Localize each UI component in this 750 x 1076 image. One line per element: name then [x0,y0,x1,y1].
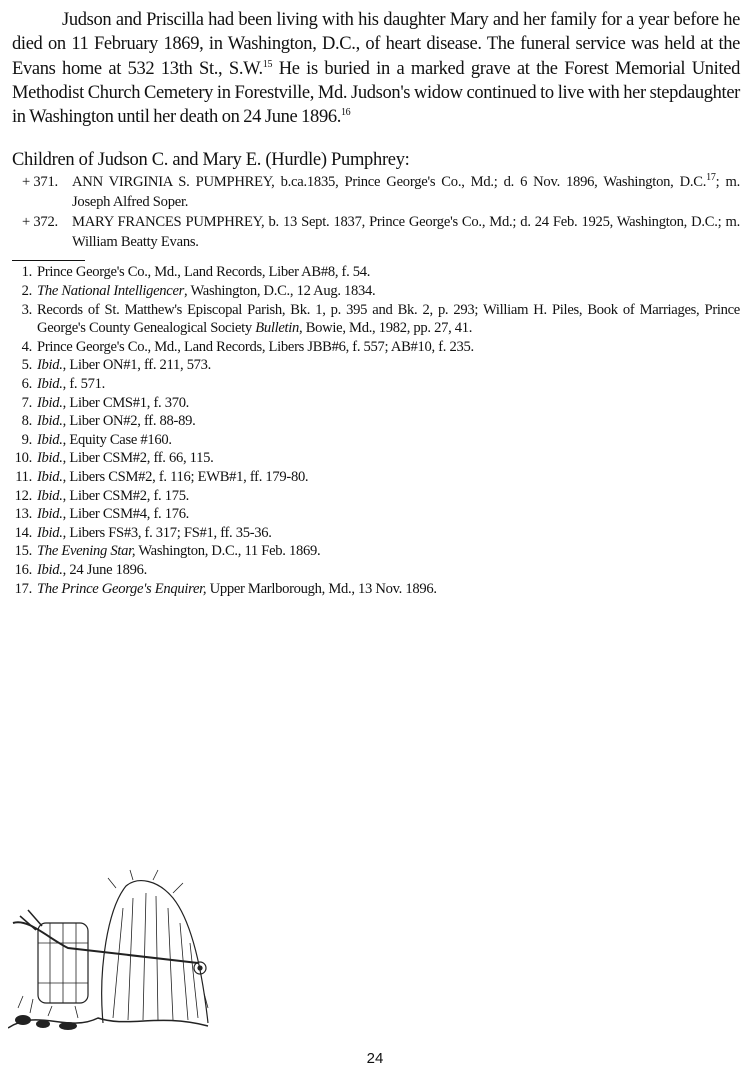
footnote-number: 6. [21,376,32,393]
footnotes [10,263,740,598]
footnote [10,356,740,375]
footnote-number: 15. [14,543,32,560]
footnote-italic-title: Ibid. [37,561,63,578]
footnote-text: , 24 June 1896. [62,561,147,578]
footnote [10,524,740,543]
footnote-text: , Liber ON#1, ff. 211, 573. [62,357,212,374]
footnote-ref: 15 [262,58,273,70]
child-text: ANN VIRGINIA S. PUMPHREY, b.ca.1835, Prince George's Co., Md.; d. 6 Nov. 1896, Washington, D.C. [72,174,707,191]
footnote-italic-title: Ibid. [37,506,63,523]
footnote-text: Prince George's Co., Md., Land Records, Libers JBB#6, f. 557; AB#10, f. 235. [37,338,474,355]
footnote [10,468,740,487]
footnote-number: 8. [21,413,32,430]
footnote-text: , Equity Case #160. [62,431,172,448]
footnote-ref: 17 [706,172,716,184]
footnote-number: 7. [21,394,32,411]
child-number: + 372. [22,214,58,231]
footnote-italic-title: The National Intelligencer [37,283,185,300]
footnote-divider [12,260,85,261]
child-number: + 371. [22,174,58,191]
footnote-number: 2. [21,283,32,300]
footnote-number: 9. [21,431,32,448]
footnote-text: Prince George's Co., Md., Land Records, Liber AB#8, f. 54. [37,264,371,281]
footnote-number: 11. [15,469,32,486]
footnote-number: 17. [14,580,32,597]
footnote-number: 14. [14,524,32,541]
footnote-number: 16. [14,561,32,578]
footnote [10,561,740,580]
haystack-plow-illustration [8,868,218,1033]
footnote-text: , Libers FS#3, f. 317; FS#1, ff. 35-36. [62,524,272,541]
footnote-text: Washington, D.C., 11 Feb. 1869. [135,543,321,560]
footnote-text: , Liber CMS#1, f. 370. [62,394,190,411]
footnote-italic-title: Ibid. [37,394,63,411]
footnote-number: 12. [14,487,32,504]
footnote [10,431,740,450]
footnote-italic-title: Ibid. [37,376,63,393]
footnote-italic-title: Ibid. [37,413,63,430]
footnote-number: 5. [21,357,32,374]
footnote [10,375,740,394]
footnote [10,394,740,413]
footnote-italic-title: Bulletin [255,320,300,337]
footnote [10,263,740,282]
footnote-italic-title: Ibid. [37,357,63,374]
footnote-number: 1. [21,264,32,281]
footnote-number: 3. [21,301,32,318]
footnote-text: , Liber CSM#2, f. 175. [62,487,190,504]
footnote-text: Upper Marlborough, Md., 13 Nov. 1896. [206,580,437,597]
footnote [10,449,740,468]
child-entry [22,173,740,212]
children-heading: Children of Judson C. and Mary E. (Hurdle) Pumphrey: [12,150,410,171]
page-number: 24 [366,1050,384,1067]
footnote-text: , Liber CSM#2, ff. 66, 115. [62,450,214,467]
footnote [10,487,740,506]
footnote-italic-title: Ibid. [37,431,63,448]
footnote [10,542,740,561]
footnote-number: 10. [14,450,32,467]
footnote-text: , Bowie, Md., 1982, pp. 27, 41. [299,320,473,337]
child-text: MARY FRANCES PUMPHREY, b. 13 Sept. 1837, Prince George's Co., Md.; d. 24 Feb. 1925, Washington, D.C.; m. William Beatty Evans. [72,214,740,250]
footnote-italic-title: Ibid. [37,487,63,504]
footnote-number: 4. [21,338,32,355]
footnote-text: , Washington, D.C., 12 Aug. 1834. [184,283,376,300]
footnote [10,580,740,599]
footnote [10,301,740,338]
child-entry [22,213,740,252]
footnote-italic-title: Ibid. [37,524,63,541]
footnote-text: , Liber CSM#4, f. 176. [62,506,190,523]
footnote-italic-title: Ibid. [37,469,63,486]
footnote-italic-title: Ibid. [37,450,63,467]
footnote-ref: 16 [341,107,351,119]
child-text: ; m. Joseph Alfred Soper. [72,174,740,210]
footnote [10,412,740,431]
footnote-text: Records of St. Matthew's Episcopal Parish, Bk. 1, p. 395 and Bk. 2, p. 293; William H. Piles, Book of Marriages, Prince George's County Genealogical Society [37,301,740,337]
footnote-text: , Liber ON#2, ff. 88-89. [62,413,196,430]
paragraph-text: He is buried in a marked grave at the Forest Memorial United Methodist Church Cemetery in Forestville, Md. Judson's widow continued to live with her stepdaughter in Washington until her death on 24 June 1896. [12,58,740,128]
footnote [10,282,740,301]
body-paragraph [12,8,740,129]
footnote-italic-title: The Prince George's Enquirer, [37,580,207,597]
footnote [10,338,740,357]
footnote-text: , f. 571. [62,376,105,393]
footnote-italic-title: The Evening Star, [37,543,136,560]
footnote-number: 13. [14,506,32,523]
footnote-text: , Libers CSM#2, f. 116; EWB#1, ff. 179-80. [62,469,309,486]
page-content [12,8,740,598]
paragraph-text: Judson and Priscilla had been living with his daughter Mary and her family for a year before he died on 11 February 1869, in Washington, D.C., of heart disease. The funeral service was held at the Evans home at 532 13th St., S.W. [12,10,740,79]
children-list [22,173,740,252]
footnote [10,505,740,524]
